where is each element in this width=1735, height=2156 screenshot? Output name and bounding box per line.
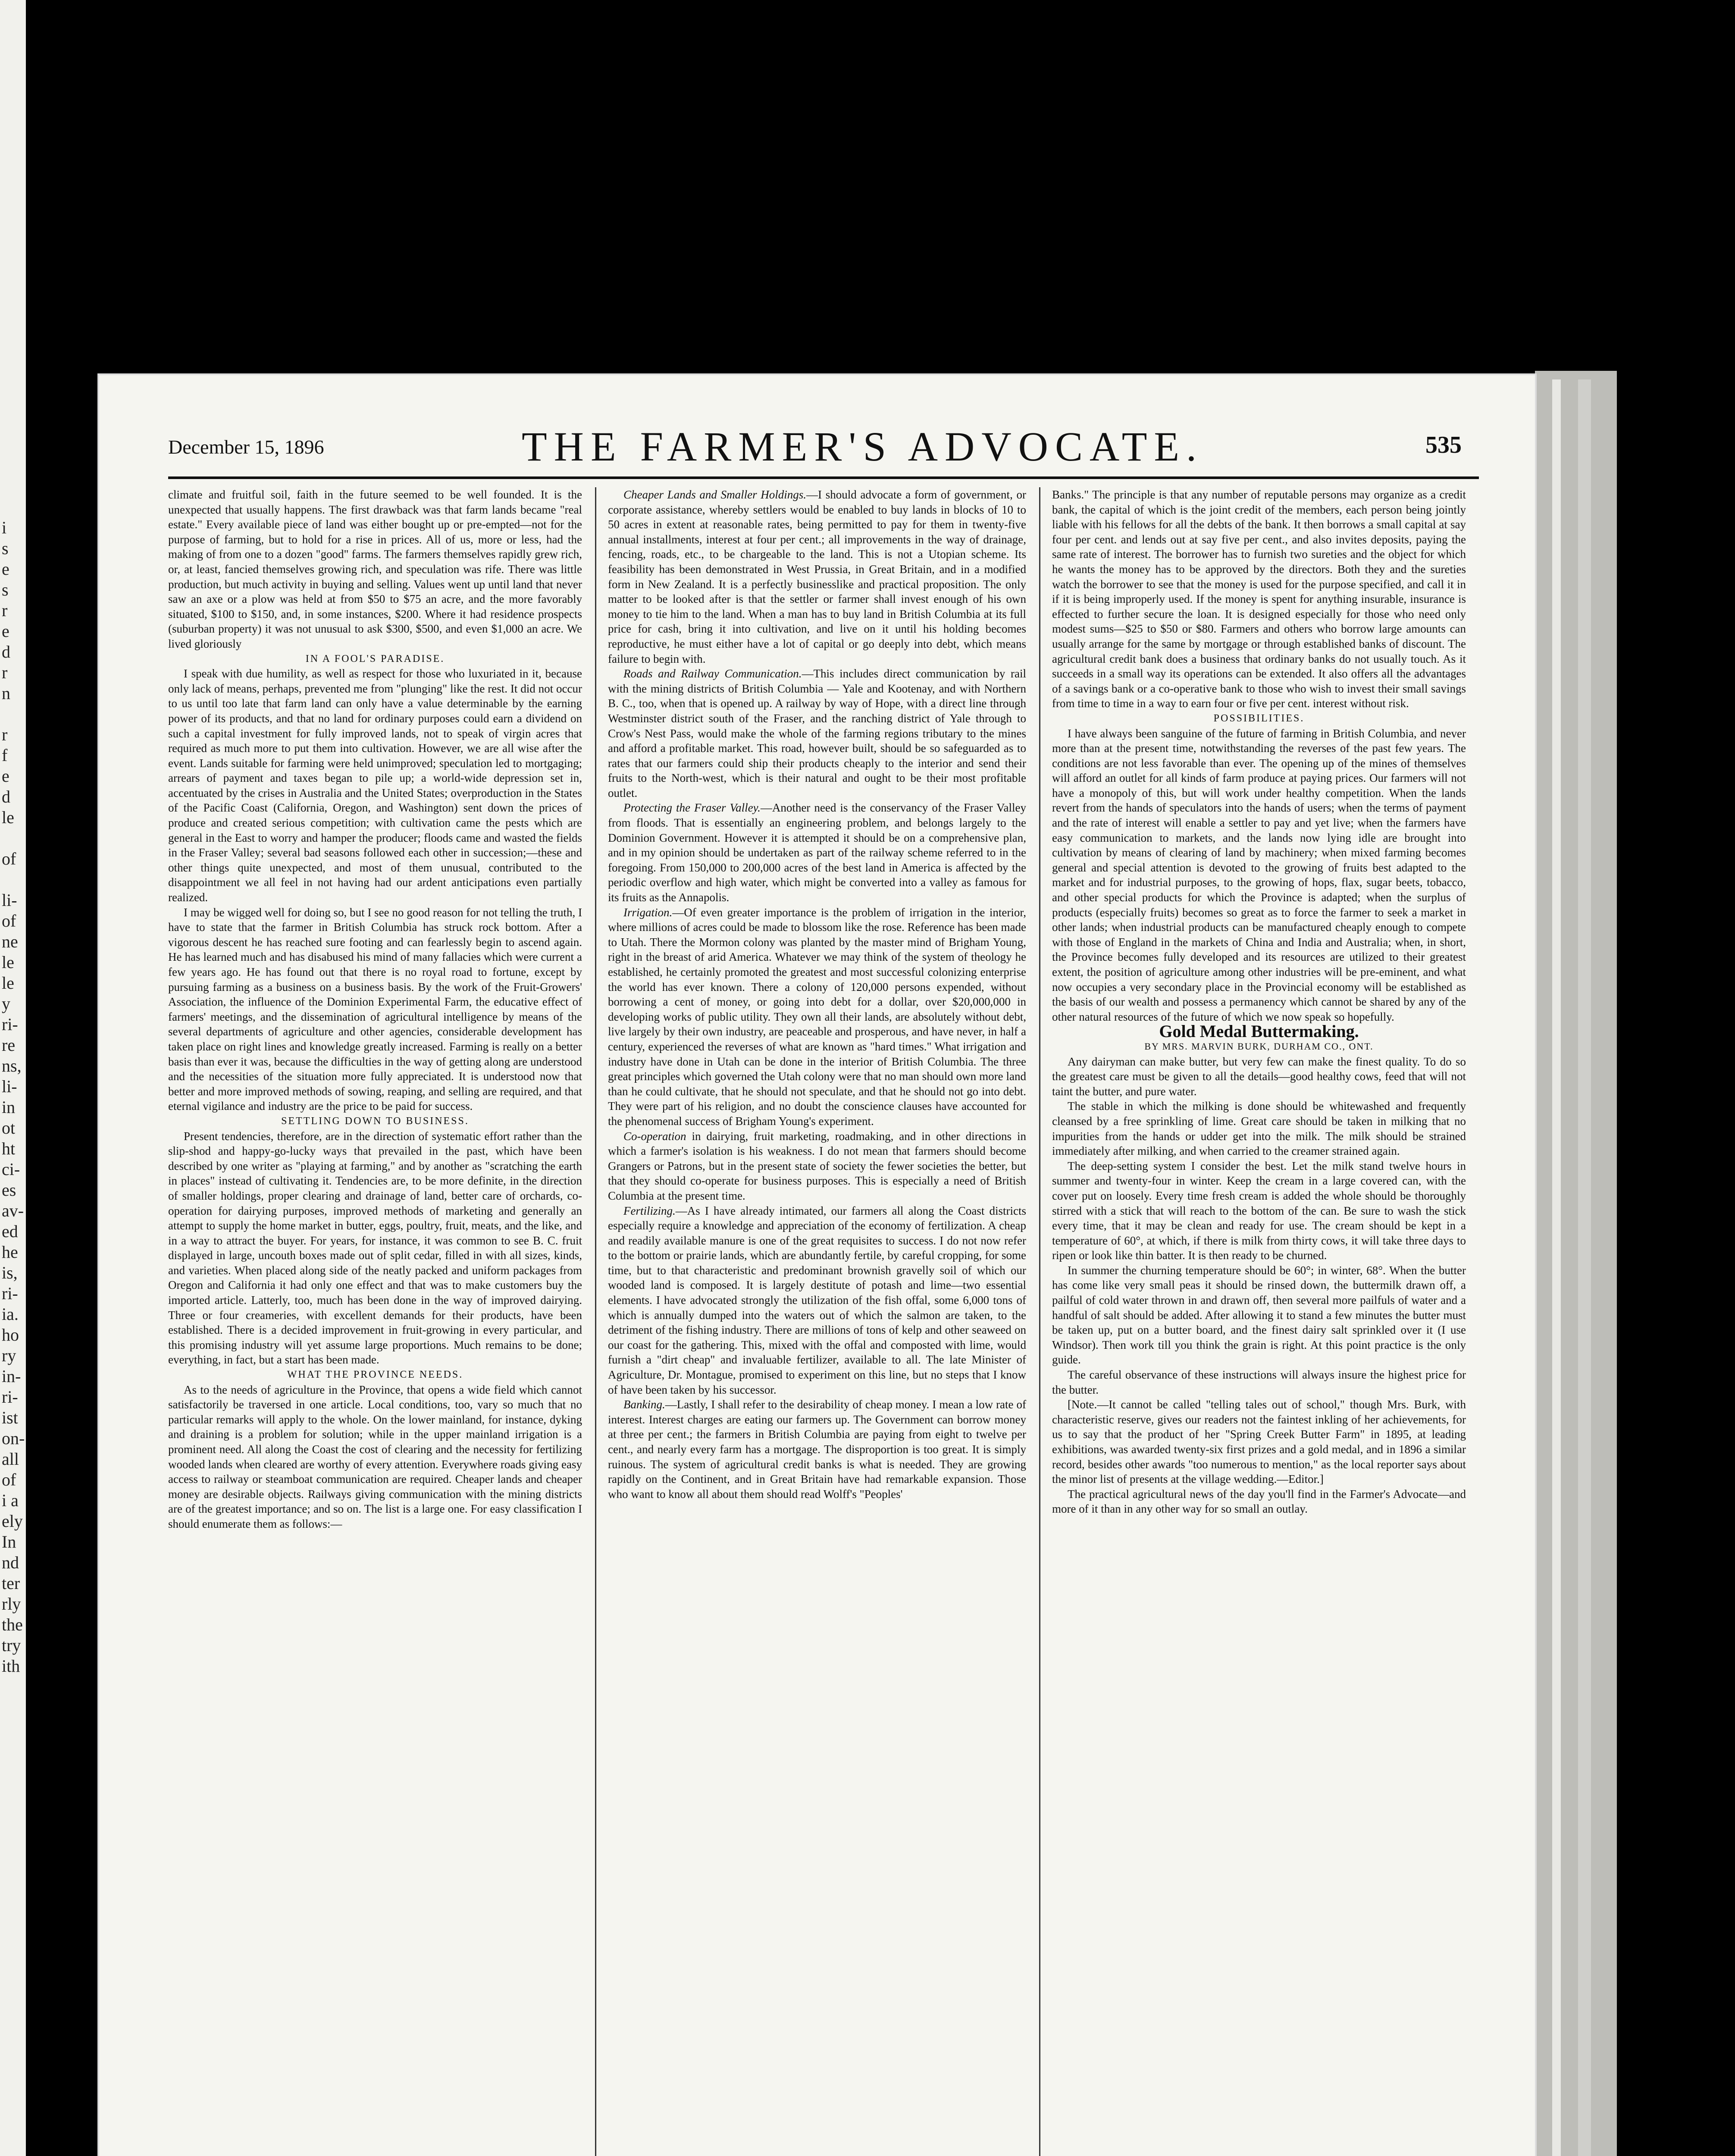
run-in-heading: Fertilizing. [623,1204,676,1217]
paragraph: climate and fruitful soil, faith in the future seemed to be well founded. It is the unexpected that usually happens. The first drawback was that farm lands became "real estate." Every available piece of land was either bought up or pre-empted—not for the purpose of farming, but to hold for a rise in prices. All of us, more or less, had the making of from one to a dozen "good" farms. The farmers themselves rapidly grew rich, or, at least, fancied themselves growing rich, and speculation was rife. There was little production, but much activity in buying and selling. Values went up until land that never saw an axe or a plow was held at from $50 to $75 an acre, and the more favorably situated, $100 to $150, and, in some instances, $200. Where it had residence prospects (suburban property) it was not unusual to ask $300, $500, and even $1,000 an acre. We lived gloriously [168,488,582,650]
column-divider [1039,487,1040,2156]
issue-date: December 15, 1896 [168,436,324,458]
paragraph: As to the needs of agriculture in the Province, that opens a wide field which cannot satisfactorily be traversed in one article. Local conditions, too, vary so much that no particular remarks will apply to the whole. On the lower mainland, for instance, dyking and draining is a problem for solution; while in the upper mainland irrigation is a prominent need. All along the Coast the cost of clearing and the necessity for fertilizing wooded lands when cleared are worthy of every attention. Everywhere roads giving easy access to railway or steamboat communication are required. Cheaper lands and cheaper money are desirable objects. Railways giving communication with the mining districts are of the greatest importance; and so on. The list is a large one. For easy classification I should enumerate them as follows:— [168,1383,582,1530]
article-title: Gold Medal Buttermaking. [1159,1022,1359,1041]
paragraph-text: —As I have already intimated, our farmers all along the Coast districts especially require a knowledge and appreciation of the economy of fertilization. A cheap and readily available manure is one of the great requisites to success. I do not now refer to the bottom or prairie lands, which are abundantly fertile, by careful cropping, for some time, but to that characteristic and predominant brownish gravelly soil of which our wooded land is composed. It is largely destitute of potash and lime—two essential elements. I have advocated strongly the utilization of the fish offal, some 6,000 tons of which is annually dumped into the waters out of which the salmon are taken, to the detriment of the fishing industry. There are millions of tons of kelp and other seaweed on our coast for the gathering. This, mixed with the offal and composted with lime, would furnish a "dirt cheap" and invaluable fertilizer, available to all. The late Minister of Agriculture, Dr. Montague, promised to experiment on this line, but no steps that I know of have been taken by his successor. [608,1204,1026,1396]
run-in-heading: Irrigation. [623,906,673,919]
column-2 [608,487,1026,2156]
paragraph: The stable in which the milking is done should be whitewashed and frequently cleansed by a free sprinkling of lime. Great care should be taken in milking that no impurities from the hands or udder get into the milk. The milk should be strained immediately after milking, and when carried to the creamer strained again. [1052,1100,1466,1158]
masthead-title: THE FARMER'S ADVOCATE. [522,423,1203,470]
run-in-heading: Co-operation [623,1129,686,1143]
paragraph: The careful observance of these instructions will always insure the highest price for the butter. [1052,1368,1466,1396]
page-edge-stack [1535,371,1617,2156]
paragraph-text: —I should advocate a form of government, or corporate assistance, whereby settlers would be enabled to buy lands in blocks of 10 to 50 acres in extent at reasonable rates, being permitted to pay for them in twenty-five annual installments, interest at four per cent.; all improvements in the way of drainage, fencing, roads, etc., to be chargeable to the land. This is not a Utopian scheme. Its feasibility has been demonstrated in West Prussia, in Great Britain, and in a modified form in New Zealand. It is a perfectly businesslike and practical proposition. The only matter to be looked after is that the settler or farmer shall invest enough of his own money to tie him to the land. When a man has to buy land in British Columbia at its full price for cash, bring it into cultivation, and live on it until his holding becomes reproductive, he must either have a lot of capital or go deeply into debt, which means failure to begin with. [608,488,1026,665]
newspaper-page [99,375,1535,2156]
section-heading: SETTLING DOWN TO BUSINESS. [281,1115,469,1127]
page-edge-sheet [1578,379,1591,2156]
section-heading: WHAT THE PROVINCE NEEDS. [287,1369,464,1381]
run-in-heading: Cheaper Lands and Smaller Holdings. [623,488,807,501]
paragraph [608,1129,1026,1203]
page-header [168,423,1462,470]
run-in-heading: Banking. [623,1398,665,1411]
page-edge-sheet [1552,379,1561,2156]
header-rule [168,476,1479,479]
paragraph-text: —Another need is the conservancy of the Fraser Valley from floods. That is essentially an engineering problem, and belongs largely to the Dominion Government. However it is attempted it should be on a comprehensive plan, and in my opinion should be undertaken as part of the railway scheme referred to in the foregoing. From 150,000 to 200,000 acres of the best land in America is affected by the periodic overflow and high water, which might be converted into a valley as famous for its fruits as the Annapolis. [608,801,1026,904]
paragraph: The deep-setting system I consider the best. Let the milk stand twelve hours in summer and twenty-four in winter. Keep the cream in a large covered can, with the cover put on loosely. Every time fresh cream is added the whole should be thoroughly stirred with a stick that will reach to the bottom of the can. Be sure to wash the stick every time, that it may be clean and ready for use. The cream should be kept in a temperature of 60°, at which, if there is milk from thirty cows, it will take three days to ripen or look like thin batter. It is then ready to be churned. [1052,1159,1466,1262]
article-byline: BY MRS. MARVIN BURK, DURHAM CO., ONT. [1144,1040,1374,1052]
paragraph-text: —Lastly, I shall refer to the desirability of cheap money. I mean a low rate of interest. Interest charges are eating our farmers up. The Government can borrow money at three per cent.; the farmers in British Columbia are paying from eight to twelve per cent., and nearly every farm has a mortgage. The disproportion is too great. It is simply ruinous. The system of agricultural credit banks is what is needed. They are growing rapidly on the Continent, and in Great Britain have had remarkable expansion. Those who want to know all about them should read Wolff's "Peoples' [608,1398,1026,1501]
adjacent-page-fragment: i s e s r e d r n r f e d le of li- of ne le le y ri- re ns, li- in ot ht ci- es av- ed he is, ri- ia. ho ry in- ri- ist on- all of i a ely In nd ter rly the try ith [2,518,25,1676]
paragraph: I may be wigged well for doing so, but I see no good reason for not telling the truth, I have to state that the farmer in British Columbia has struck rock bottom. After a vigorous descent he has reached sure footing and can fearlessly begin to ascend again. He has learned much and has disabused his mind of many fallacies which were current a few years ago. He has found out that there is no royal road to fortune, except by pursuing farming as a business on a business basis. By the work of the Fruit-Growers' Association, the influence of the Dominion Experimental Farm, the educative effect of farmers' meetings, and the dissemination of agricultural intelligence by means of the several departments of agriculture and other agencies, considerable development has taken place on right lines and knowledge greatly increased. Farming is really on a better basis than ever it was, because the difficulties in the way of getting along are understood and the necessities of the situation more fully appreciated. It is understood now that better and more improved methods of sowing, reaping, and selling are required, and that eternal vigilance and industry are the price to be paid for success. [168,906,582,1113]
paragraph [608,905,1026,1129]
paragraph: The practical agricultural news of the day you'll find in the Farmer's Advocate—and more of it than in any other way for so small an outlay. [1052,1487,1466,1516]
editor-note: [Note.—It cannot be called "telling tales out of school," though Mrs. Burk, with characteristic reserve, gives our readers not the faintest inkling of her achievements, for us to say that the product of her "Spring Creek Butter Farm" in 1895, at leading exhibitions, was awarded twenty-six first prizes and a gold medal, and in 1896 a similar record, besides other awards "too numerous to mention," as the local reporter says about the minor list of presents at the village wedding.—Editor.] [1052,1398,1466,1486]
paragraph: Banks." The principle is that any number of reputable persons may organize as a credit bank, the capital of which is the joint credit of the members, each person being jointly liable with his fellows for all the debts of the bank. It then borrows a small capital at say four per cent. and lends out at say five per cent., and also invites deposits, paying the same rate of interest. The borrower has to furnish two sureties and the object for which he wants the money has to be approved by the directors. Both they and the sureties watch the borrower to see that the money is used for the purpose specified, and call it in if it is being improperly used. If the money is spent for anything insurable, insurance is effected to further secure the loan. It is designed especially for those who need only modest sums—$25 to $50 or $80. Farmers and others who borrow large amounts can usually arrange for the same by mortgage or through established banks of discount. The agricultural credit bank does a business that ordinary banks do not usually touch. As it succeeds in a small way its operations can be extended. It also offers all the advantages of a savings bank or a co-operative bank to those who wish to invest their small savings from time to time in a way to earn four or five per cent. interest without risk. [1052,488,1466,710]
paragraph: I have always been sanguine of the future of farming in British Columbia, and never more than at the present time, notwithstanding the reverses of the past few years. The conditions are not less favorable than ever. The opening up of the mines of themselves will afford an outlet for all kinds of farm produce at paying prices. Our farmers will not have a monopoly of this, but will work under healthy competition. When the lands revert from the hands of speculators into the hands of users; when the terms of payment and the rate of interest will enable a settler to pay and yet live; when the farmers have easy communication to markets, and the lands now lying idle are brought into cultivation by means of clearing of land by machinery; when mixed farming becomes general and special attention is devoted to the growing of fruits best adapted to the market and for industrial purposes, to the growing of hops, flax, sugar beets, tobacco, and other special products for which the Province is adapted; when the surplus of products (especially fruits) becomes so great as to force the farmer to seek a market in other lands; when industrial products can be manufactured cheaply enough to compete with those of England in the markets of China and India and Australia; when, in short, the Province becomes fully developed and its resources are utilized to their greatest extent, the position of agriculture among other industries will be pre-eminent, and what now occupies a very secondary place in the Provincial economy will be established as the basis of our wealth and possess a permanency which cannot be shared by any of the other natural resources of the future of which we now speak so hopefully. [1052,727,1466,1023]
run-in-heading: Roads and Railway Communication. [623,667,802,680]
adjacent-page-strip [0,0,26,2156]
paragraph-text: —Of even greater importance is the problem of irrigation in the interior, where millions of acres could be made to blossom like the rose. Reference has been made to Utah. There the Mormon colony was planted by the master mind of Brigham Young, right in the breast of arid America. Whatever we may think of the system of theology he established, he certainly promoted the greatest and most successful colonizing enterprise the world has ever known. There a colony of 120,000 persons expended, without borrowing a cent of money, or going into debt for a dollar, over $20,000,000 in developing works of public utility. They own all their lands, are absolutely without debt, live largely by their own industry, are peaceable and prosperous, and have never, in half a century, experienced the reverses of what are known as "hard times." What irrigation and industry have done in Utah can be done in the interior of British Columbia. The three great principles which governed the Utah colony were that no man should own more land than he could cultivate, that he should not speculate, and that he should not go into debt. They were part of his religion, and no doubt the conscience clauses have accounted for the phenomenal success of Brigham Young's experiment. [608,906,1026,1128]
paragraph [608,1397,1026,1501]
paragraph [608,1203,1026,1398]
column-divider [595,487,596,2156]
paragraph: I speak with due humility, as well as respect for those who luxuriated in it, because only lack of means, perhaps, prevented me from "plunging" like the rest. It did not occur to us until too late that farm land can only have a value determinable by the earning power of its products, and that no land for ordinary purposes could earn a dividend on such a capital investment for fully improved lands, not to speak of virgin acres that required as much more to put them into cultivation. However, we are all wise after the event. Lands suitable for farming were held unimproved; speculation led to mortgaging; arrears of payment and taxes began to pile up; a world-wide depression set in, accentuated by the crises in Australia and the United States; overproduction in the States of the Pacific Coast (California, Oregon, and Washington) sent down the prices of produce and created serious competition; with cultivation came the pests which are general in the East to worry and hamper the producer; floods came and wasted the fields in the Fraser Valley; several bad seasons followed each other in succession;—these and other things quite unexpected, and most of them unusual, contributed to the disappointment we all feel in not having had our ardent anticipations even partially realized. [168,667,582,904]
paragraph: Present tendencies, therefore, are in the direction of systematic effort rather than the slip-shod and happy-go-lucky ways that prevailed in the past, which have been described by one writer as "playing at farming," and by another as "scratching the earth in places" instead of cultivating it. Tendencies are, to be more definite, in the direction of smaller holdings, proper clearing and drainage of land, better care of orchards, co-operation for dairying purposes, improved methods of marketing and generally an attempt to supply the home market in butter, eggs, poultry, fruit, meats, and the like, and in a way to attract the buyer. For years, for instance, it was common to see B. C. fruit displayed in large, uncouth boxes made out of split cedar, filled in with all sizes, kinds, and varieties. When placed along side of the neatly packed and uniform packages from Oregon and California it had only one effect and that was to make customers buy the imported article. Latterly, too, much has been done in the way of improved dairying. Three or four creameries, with excellent demands for their products, have been established. There is a decided improvement in fruit-growing in every particular, and this promising industry will yet assume large proportions. Much remains to be done; everything, in fact, but a start has been made. [168,1129,582,1366]
section-heading: IN A FOOL'S PARADISE. [305,653,445,664]
section-heading: POSSIBILITIES. [1213,712,1305,724]
page-number: 535 [1425,432,1462,458]
column-1 [168,487,582,2156]
paragraph [608,800,1026,905]
column-3 [1052,487,1466,2156]
paragraph [608,487,1026,666]
paragraph: In summer the churning temperature should be 60°; in winter, 68°. When the butter has come like very small peas it should be rinsed down, the buttermilk drawn off, a pailful of cold water thrown in and drawn off, then several more pailfuls of water and a handful of salt should be added. After allowing it to stand a few minutes the butter must be taken up, put on a butter board, and the finest dairy salt sprinkled over it (I use Windsor). Then work till you think the grain is right. At this point practice is the only guide. [1052,1263,1466,1366]
paragraph [608,666,1026,800]
paragraph-text: —This includes direct communication by rail with the mining districts of British Columbia — Yale and Kootenay, and with Northern B. C., too, when that is opened up. A railway by way of Hope, with a direct line through Westminster district south of the Fraser, and the ranching district of Yale through to Crow's Nest Pass, would make the whole of the farming regions tributary to the mines and afford a profitable market. This road, however built, should be so safeguarded as to rates that our farmers could ship their products cheaply to the interior and send their fruits to the North-west, which is their natural and ought to be their most profitable outlet. [608,667,1026,799]
paragraph-text: in dairying, fruit marketing, roadmaking, and in other directions in which a farmer's isolation is his weakness. I do not mean that farmers should become Grangers or Patrons, but in the present state of society the fewer societies the better, but that they should co-operate for business purposes. This is especially a need of British Columbia at the present time. [608,1129,1026,1202]
run-in-heading: Protecting the Fraser Valley. [623,801,761,815]
paragraph: Any dairyman can make butter, but very few can make the finest quality. To do so the greatest care must be given to all the details—good healthy cows, feed that will not taint the butter, and pure water. [1052,1055,1466,1098]
